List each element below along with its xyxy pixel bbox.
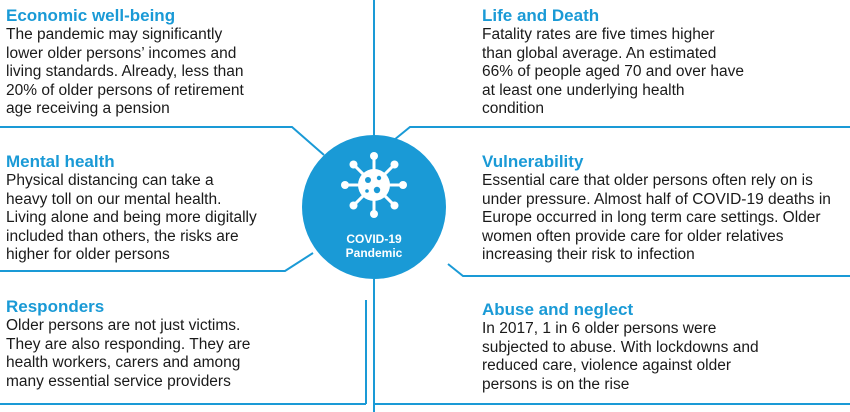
panel-line: than global average. An estimated — [482, 44, 717, 62]
panel-line: subjected to abuse. With lockdowns and — [482, 338, 759, 356]
panel-line: lower older persons’ incomes and — [6, 44, 237, 62]
panel-line: In 2017, 1 in 6 older persons were — [482, 320, 717, 337]
panel-line: living standards. Already, less than — [6, 63, 244, 80]
panel-line: increasing their risk to infection — [482, 246, 695, 263]
panel-line: included than others, the risks are — [6, 227, 239, 245]
covid-hub-circle — [302, 135, 446, 279]
panel-line: Older persons are not just victims. — [6, 317, 241, 334]
panel-line: condition — [482, 100, 545, 117]
panel-line: The pandemic may significantly — [6, 26, 223, 43]
panel-line: many essential service providers — [6, 372, 231, 390]
panel-line: at least one underlying health — [482, 81, 685, 99]
virus-icon — [338, 149, 410, 221]
panel-line: persons is on the rise — [482, 375, 630, 393]
panel-title: Vulnerability — [482, 152, 584, 171]
panel-line: reduced care, violence against older — [482, 357, 732, 374]
panel-title: Abuse and neglect — [482, 300, 634, 319]
panel-title: Mental health — [6, 152, 115, 171]
panel-line: Essential care that older persons often rely on is — [482, 172, 813, 189]
panel-vulnerability — [482, 152, 847, 265]
panel-economic-well-being — [6, 6, 306, 119]
connector-top-right — [394, 127, 850, 140]
panel-title: Responders — [6, 297, 105, 316]
panel-mental-health — [6, 152, 306, 265]
panel-title: Economic well-being — [6, 6, 176, 25]
panel-line: They are also responding. They are — [6, 335, 251, 353]
panel-line: under pressure. Almost half of COVID-19 deaths in — [482, 190, 831, 208]
panel-line: Fatality rates are five times higher — [482, 26, 715, 43]
hub-label-line2: Pandemic — [345, 246, 403, 260]
connector-top-left — [0, 127, 324, 155]
hub-label-line1: COVID-19 — [346, 232, 402, 246]
panel-abuse-and-neglect — [482, 300, 822, 394]
panel-line: 20% of older persons of retirement — [6, 81, 244, 99]
panel-line: higher for older persons — [6, 246, 170, 263]
panel-line: Europe occurred in long term care settings. Older — [482, 209, 821, 226]
panel-line: 66% of people aged 70 and over have — [482, 63, 744, 80]
panel-line: women often provide care for older relatives — [482, 227, 784, 245]
panel-line: age receiving a pension — [6, 100, 170, 117]
panel-line: Physical distancing can take a — [6, 172, 214, 189]
panel-life-and-death — [482, 6, 812, 119]
panel-line: Living alone and being more digitally — [6, 209, 257, 226]
panel-line: heavy toll on our mental health. — [6, 190, 222, 208]
panel-line: health workers, carers and among — [6, 354, 241, 371]
connector-middle-right — [448, 264, 850, 276]
panel-responders — [6, 297, 306, 391]
panel-title: Life and Death — [482, 6, 600, 25]
